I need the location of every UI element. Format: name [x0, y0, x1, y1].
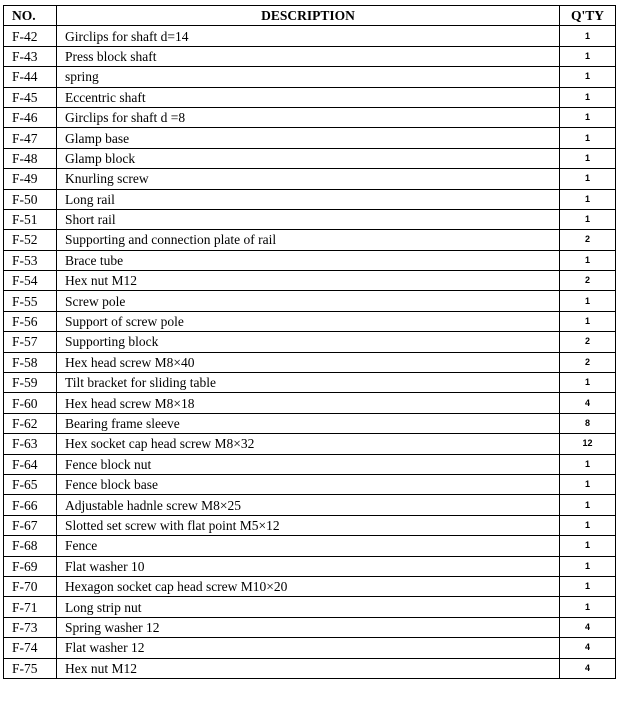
part-quantity-cell: 2 — [560, 230, 616, 250]
part-number-cell: F-68 — [4, 536, 57, 556]
table-row — [4, 128, 616, 148]
part-description-cell: Long strip nut — [57, 597, 560, 617]
header-row — [4, 6, 616, 26]
part-number-cell: F-65 — [4, 474, 57, 494]
part-description-cell: Hex nut M12 — [57, 658, 560, 678]
part-description-cell: Flat washer 12 — [57, 638, 560, 658]
table-row — [4, 148, 616, 168]
part-number-cell: F-63 — [4, 434, 57, 454]
table-row — [4, 291, 616, 311]
part-number-cell: F-66 — [4, 495, 57, 515]
table-row — [4, 556, 616, 576]
table-row — [4, 617, 616, 637]
part-description-cell: Bearing frame sleeve — [57, 413, 560, 433]
part-quantity-cell: 1 — [560, 209, 616, 229]
table-row — [4, 515, 616, 535]
part-description-cell: Glamp base — [57, 128, 560, 148]
part-quantity-cell: 2 — [560, 332, 616, 352]
part-quantity-cell: 1 — [560, 67, 616, 87]
part-description-cell: spring — [57, 67, 560, 87]
part-number-cell: F-43 — [4, 46, 57, 66]
part-number-cell: F-57 — [4, 332, 57, 352]
part-description-cell: Press block shaft — [57, 46, 560, 66]
part-number-cell: F-51 — [4, 209, 57, 229]
part-number-cell: F-69 — [4, 556, 57, 576]
part-number-cell: F-64 — [4, 454, 57, 474]
table-row — [4, 373, 616, 393]
part-quantity-cell: 1 — [560, 148, 616, 168]
part-number-cell: F-58 — [4, 352, 57, 372]
part-description-cell: Slotted set screw with flat point M5×12 — [57, 515, 560, 535]
table-row — [4, 576, 616, 596]
part-description-cell: Long rail — [57, 189, 560, 209]
part-number-cell: F-48 — [4, 148, 57, 168]
part-quantity-cell: 1 — [560, 189, 616, 209]
part-number-cell: F-44 — [4, 67, 57, 87]
table-row — [4, 332, 616, 352]
part-number-cell: F-52 — [4, 230, 57, 250]
table-row — [4, 46, 616, 66]
part-quantity-cell: 1 — [560, 576, 616, 596]
part-description-cell: Fence — [57, 536, 560, 556]
part-number-cell: F-75 — [4, 658, 57, 678]
header-no: NO. — [4, 6, 57, 26]
part-description-cell: Brace tube — [57, 250, 560, 270]
part-quantity-cell: 1 — [560, 515, 616, 535]
part-quantity-cell: 1 — [560, 46, 616, 66]
part-description-cell: Hex nut M12 — [57, 271, 560, 291]
part-quantity-cell: 1 — [560, 311, 616, 331]
part-quantity-cell: 1 — [560, 495, 616, 515]
part-description-cell: Spring washer 12 — [57, 617, 560, 637]
table-row — [4, 474, 616, 494]
part-description-cell: Supporting and connection plate of rail — [57, 230, 560, 250]
table-row — [4, 230, 616, 250]
part-number-cell: F-71 — [4, 597, 57, 617]
table-row — [4, 597, 616, 617]
part-description-cell: Tilt bracket for sliding table — [57, 373, 560, 393]
part-description-cell: Hex socket cap head screw M8×32 — [57, 434, 560, 454]
part-quantity-cell: 4 — [560, 638, 616, 658]
part-quantity-cell: 1 — [560, 291, 616, 311]
part-number-cell: F-73 — [4, 617, 57, 637]
table-row — [4, 454, 616, 474]
part-description-cell: Adjustable hadnle screw M8×25 — [57, 495, 560, 515]
table-row — [4, 209, 616, 229]
part-number-cell: F-74 — [4, 638, 57, 658]
part-quantity-cell: 1 — [560, 107, 616, 127]
table-row — [4, 352, 616, 372]
table-row — [4, 495, 616, 515]
part-quantity-cell: 1 — [560, 474, 616, 494]
part-description-cell: Short rail — [57, 209, 560, 229]
part-quantity-cell: 4 — [560, 393, 616, 413]
table-row — [4, 413, 616, 433]
table-row — [4, 271, 616, 291]
table-header — [4, 6, 616, 26]
table-row — [4, 250, 616, 270]
part-quantity-cell: 12 — [560, 434, 616, 454]
header-qty: Q'TY — [560, 6, 616, 26]
part-quantity-cell: 8 — [560, 413, 616, 433]
table-row — [4, 169, 616, 189]
part-description-cell: Hex head screw M8×18 — [57, 393, 560, 413]
part-quantity-cell: 1 — [560, 536, 616, 556]
part-number-cell: F-67 — [4, 515, 57, 535]
part-number-cell: F-50 — [4, 189, 57, 209]
part-description-cell: Girclips for shaft d=14 — [57, 26, 560, 46]
part-quantity-cell: 1 — [560, 556, 616, 576]
part-description-cell: Screw pole — [57, 291, 560, 311]
part-number-cell: F-53 — [4, 250, 57, 270]
parts-list-table — [3, 5, 616, 679]
part-number-cell: F-47 — [4, 128, 57, 148]
part-description-cell: Glamp block — [57, 148, 560, 168]
part-quantity-cell: 1 — [560, 597, 616, 617]
part-quantity-cell: 1 — [560, 128, 616, 148]
part-description-cell: Knurling screw — [57, 169, 560, 189]
table-row — [4, 67, 616, 87]
part-description-cell: Flat washer 10 — [57, 556, 560, 576]
part-quantity-cell: 4 — [560, 617, 616, 637]
part-number-cell: F-60 — [4, 393, 57, 413]
part-number-cell: F-55 — [4, 291, 57, 311]
part-number-cell: F-42 — [4, 26, 57, 46]
part-quantity-cell: 2 — [560, 352, 616, 372]
part-description-cell: Hex head screw M8×40 — [57, 352, 560, 372]
part-description-cell: Fence block base — [57, 474, 560, 494]
table-row — [4, 658, 616, 678]
part-number-cell: F-49 — [4, 169, 57, 189]
part-number-cell: F-59 — [4, 373, 57, 393]
table-row — [4, 189, 616, 209]
part-number-cell: F-45 — [4, 87, 57, 107]
part-number-cell: F-56 — [4, 311, 57, 331]
part-number-cell: F-54 — [4, 271, 57, 291]
part-description-cell: Support of screw pole — [57, 311, 560, 331]
part-description-cell: Supporting block — [57, 332, 560, 352]
part-quantity-cell: 1 — [560, 454, 616, 474]
table-row — [4, 638, 616, 658]
part-quantity-cell: 1 — [560, 373, 616, 393]
part-number-cell: F-70 — [4, 576, 57, 596]
table-row — [4, 434, 616, 454]
table-row — [4, 26, 616, 46]
table-row — [4, 536, 616, 556]
part-description-cell: Hexagon socket cap head screw M10×20 — [57, 576, 560, 596]
part-quantity-cell: 1 — [560, 26, 616, 46]
part-number-cell: F-46 — [4, 107, 57, 127]
table-row — [4, 311, 616, 331]
table-row — [4, 107, 616, 127]
part-quantity-cell: 1 — [560, 250, 616, 270]
part-description-cell: Fence block nut — [57, 454, 560, 474]
table-body — [4, 26, 616, 679]
table-row — [4, 87, 616, 107]
part-quantity-cell: 4 — [560, 658, 616, 678]
table-row — [4, 393, 616, 413]
part-quantity-cell: 1 — [560, 169, 616, 189]
part-quantity-cell: 2 — [560, 271, 616, 291]
part-description-cell: Eccentric shaft — [57, 87, 560, 107]
part-description-cell: Girclips for shaft d =8 — [57, 107, 560, 127]
part-quantity-cell: 1 — [560, 87, 616, 107]
header-description: DESCRIPTION — [57, 6, 560, 26]
part-number-cell: F-62 — [4, 413, 57, 433]
